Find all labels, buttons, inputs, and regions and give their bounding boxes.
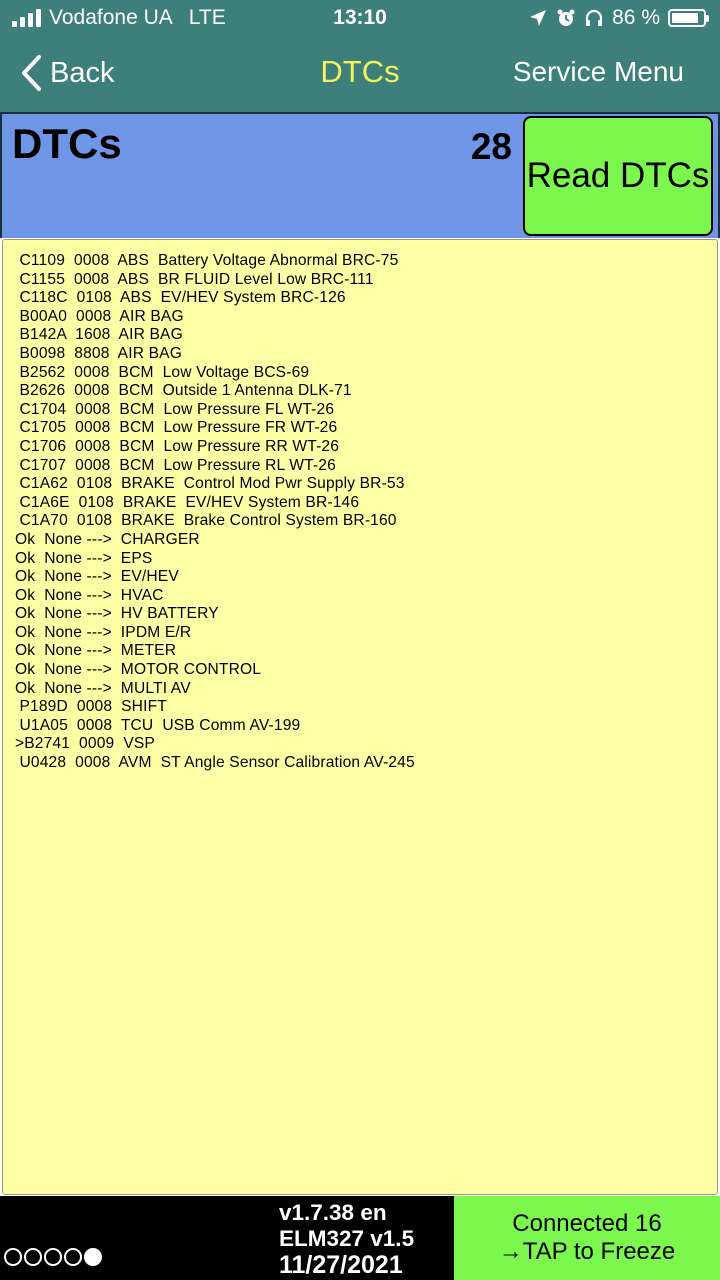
dtc-line: Ok None ---> MOTOR CONTROL bbox=[15, 661, 262, 679]
connection-status-button[interactable] bbox=[454, 1196, 720, 1280]
back-label: Back bbox=[50, 56, 115, 89]
dtc-list[interactable] bbox=[2, 239, 718, 1195]
dtc-line: U0428 0008 AVM ST Angle Sensor Calibration AV-245 bbox=[15, 754, 415, 772]
page-dot bbox=[4, 1248, 22, 1266]
dtc-line: Ok None ---> EPS bbox=[15, 549, 153, 567]
dtc-count: 28 bbox=[470, 126, 512, 167]
dtc-line: Ok None ---> IPDM E/R bbox=[15, 623, 192, 641]
date-label: 11/27/2021 bbox=[279, 1251, 403, 1279]
dtc-line: Ok None ---> EV/HEV bbox=[15, 568, 179, 586]
connected-label: Connected 16 bbox=[512, 1210, 662, 1237]
app-info bbox=[279, 1200, 453, 1278]
dtc-line: C118C 0108 ABS EV/HEV System BRC-126 bbox=[15, 289, 346, 307]
service-menu-button[interactable]: Service Menu bbox=[512, 56, 684, 87]
status-bar bbox=[0, 0, 720, 40]
nav-title: DTCs bbox=[320, 54, 400, 89]
dtc-line: Ok None ---> METER bbox=[15, 642, 177, 660]
dtc-line: P189D 0008 SHIFT bbox=[15, 698, 167, 716]
battery-percent: 86 % bbox=[612, 6, 660, 29]
alarm-icon bbox=[556, 8, 576, 28]
dtc-line: C1155 0008 ABS BR FLUID Level Low BRC-111 bbox=[15, 270, 374, 288]
dtc-header-panel bbox=[0, 114, 720, 238]
location-arrow-icon bbox=[528, 8, 548, 28]
dtc-line: C1A62 0108 BRAKE Control Mod Pwr Supply BR-53 bbox=[15, 475, 405, 493]
dtc-line: B2562 0008 BCM Low Voltage BCS-69 bbox=[15, 363, 310, 381]
page-indicator[interactable] bbox=[4, 1248, 102, 1266]
dtc-line: C1A70 0108 BRAKE Brake Control System BR-160 bbox=[15, 512, 397, 530]
dtc-line: U1A05 0008 TCU USB Comm AV-199 bbox=[15, 716, 301, 734]
page-dot-active bbox=[84, 1248, 102, 1266]
battery-level bbox=[672, 13, 698, 23]
dtc-line: B142A 1608 AIR BAG bbox=[15, 326, 183, 344]
dtc-line: B2626 0008 BCM Outside 1 Antenna DLK-71 bbox=[15, 382, 352, 400]
headphones-icon bbox=[584, 8, 604, 28]
read-dtcs-button[interactable]: Read DTCs bbox=[523, 116, 713, 236]
dtc-line: C1707 0008 BCM Low Pressure RL WT-26 bbox=[15, 456, 336, 474]
dtc-line: >B2741 0009 VSP bbox=[15, 735, 155, 753]
app-version: v1.7.38 en bbox=[279, 1200, 387, 1225]
dtc-line: Ok None ---> HVAC bbox=[15, 586, 164, 604]
network-type: LTE bbox=[188, 6, 226, 29]
page-title: DTCs bbox=[12, 120, 122, 167]
status-time: 13:10 bbox=[333, 6, 387, 29]
dtc-line: B00A0 0008 AIR BAG bbox=[15, 307, 184, 325]
dtc-line: C1A6E 0108 BRAKE EV/HEV System BR-146 bbox=[15, 493, 360, 511]
page-dot bbox=[64, 1248, 82, 1266]
dtc-line: C1705 0008 BCM Low Pressure FR WT-26 bbox=[15, 419, 338, 437]
adapter-version: ELM327 v1.5 bbox=[279, 1226, 415, 1251]
battery-icon bbox=[668, 9, 706, 27]
navigation-bar bbox=[0, 40, 720, 112]
tap-to-freeze-label: →TAP to Freeze bbox=[498, 1238, 676, 1265]
page-dot bbox=[44, 1248, 62, 1266]
page-dot bbox=[24, 1248, 42, 1266]
carrier-name: Vodafone UA bbox=[49, 6, 173, 29]
dtc-line: C1109 0008 ABS Battery Voltage Abnormal BRC-75 bbox=[15, 252, 399, 269]
dtc-line: Ok None ---> MULTI AV bbox=[15, 679, 191, 697]
dtc-line: C1704 0008 BCM Low Pressure FL WT-26 bbox=[15, 400, 335, 418]
status-right bbox=[528, 6, 706, 30]
dtc-line: Ok None ---> CHARGER bbox=[15, 530, 200, 548]
dtc-line: C1706 0008 BCM Low Pressure RR WT-26 bbox=[15, 437, 340, 455]
dtc-line: B0098 8808 AIR BAG bbox=[15, 344, 182, 362]
dtc-line: Ok None ---> HV BATTERY bbox=[15, 605, 219, 623]
